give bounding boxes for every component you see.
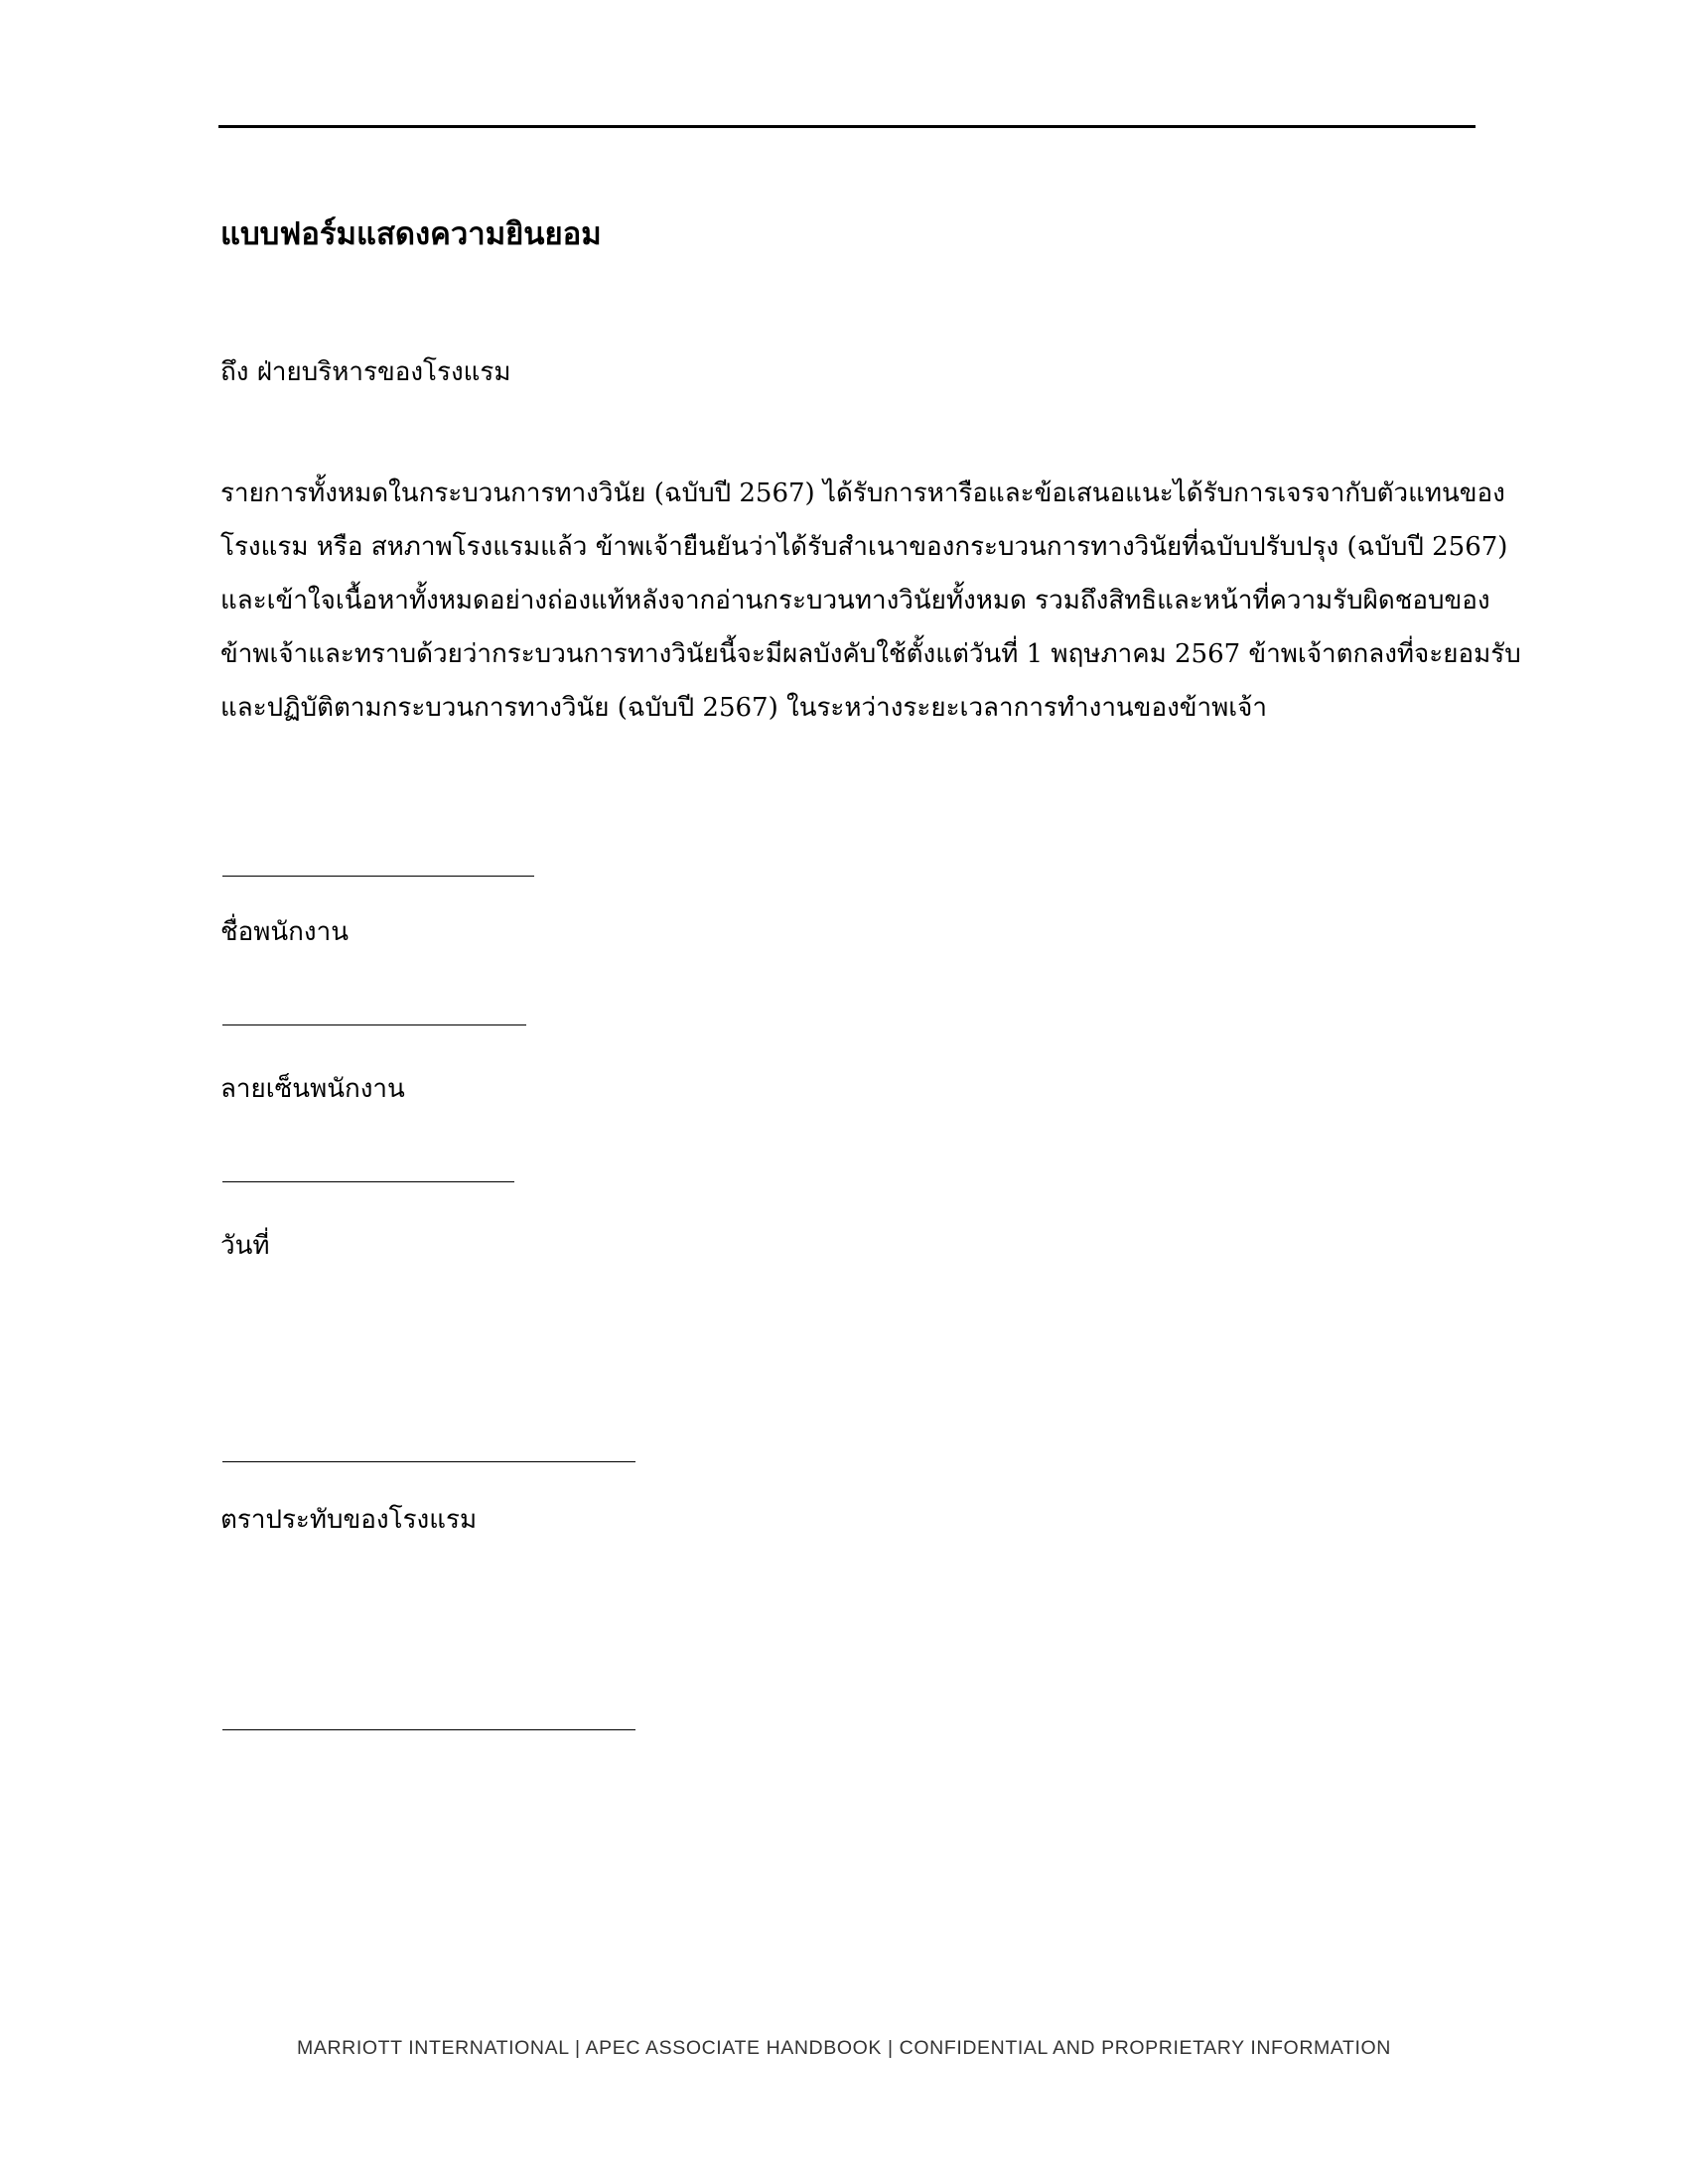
header-rule [218, 125, 1476, 128]
employee-signature-label: ลายเซ็นพนักงาน [220, 1074, 405, 1104]
consent-statement [220, 467, 1521, 735]
addressee-line: ถึง ฝ่ายบริหารของโรงแรม [220, 357, 511, 387]
consent-statement-line: และปฏิบัติตามกระบวนการทางวินัย (ฉบับปี 2567) ในระหว่างระยะเวลาการทำงานของข้าพเจ้า [220, 693, 1268, 723]
hotel-stamp-label: ตราประทับของโรงแรม [220, 1505, 478, 1535]
consent-statement-line: รายการทั้งหมดในกระบวนการทางวินัย (ฉบับปี 2567) ได้รับการหารือและข้อเสนอแนะได้รับการเจรจากับตัวแทนของ [220, 478, 1505, 508]
date-field[interactable] [222, 1181, 514, 1182]
hotel-stamp-field[interactable] [222, 1461, 635, 1462]
employee-name-field[interactable] [222, 876, 534, 877]
consent-statement-line: และเข้าใจเนื้อหาทั้งหมดอย่างถ่องแท้หลังจากอ่านกระบวนทางวินัยทั้งหมด รวมถึงสิทธิและหน้าที่ความรับผิดชอบของ [220, 586, 1490, 615]
employee-name-label: ชื่อพนักงาน [220, 917, 349, 947]
page-footer: MARRIOTT INTERNATIONAL | APEC ASSOCIATE HANDBOOK | CONFIDENTIAL AND PROPRIETARY INFORMATION [297, 2037, 1391, 2059]
page-title: แบบฟอร์มแสดงความยินยอม [220, 216, 602, 252]
hotel-stamp-signature-field[interactable] [222, 1729, 635, 1730]
date-label: วันที่ [220, 1231, 270, 1261]
consent-statement-line: ข้าพเจ้าและทราบด้วยว่ากระบวนการทางวินัยนี้จะมีผลบังคับใช้ตั้งแต่วันที่ 1 พฤษภาคม 2567 ข้าพเจ้าตกลงที่จะยอมรับ [220, 639, 1521, 669]
consent-statement-line: โรงแรม หรือ สหภาพโรงแรมแล้ว ข้าพเจ้ายืนยันว่าได้รับสำเนาของกระบวนการทางวินัยที่ฉบับปรับปรุง (ฉบับปี 2567) [220, 532, 1508, 562]
employee-signature-field[interactable] [222, 1024, 526, 1025]
